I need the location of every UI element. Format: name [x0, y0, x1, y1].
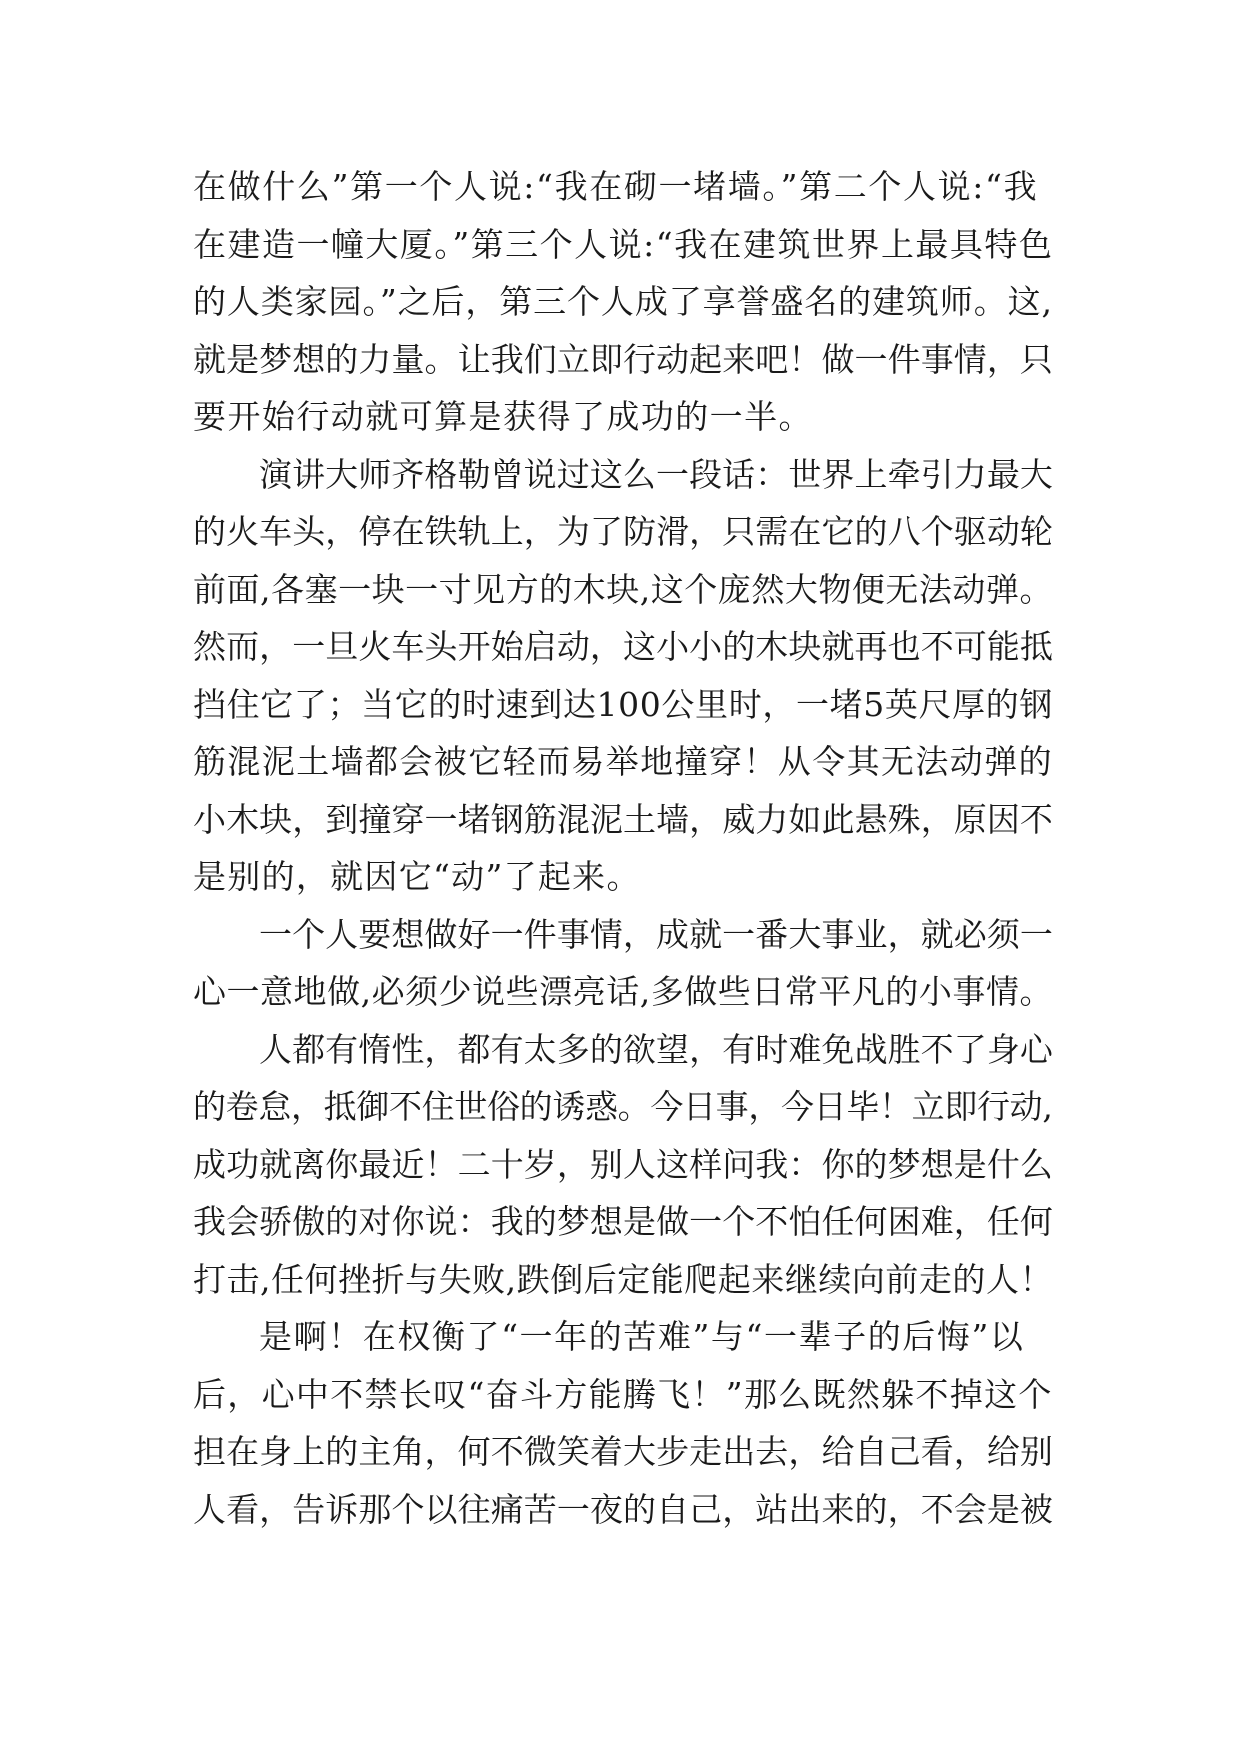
text-line: 挡住它了；当它的时速到达100公里时，一堵5英尺厚的钢 [193, 684, 1053, 724]
text-line: 成功就离你最近！二十岁，别人这样问我：你的梦想是什么 [193, 1144, 1053, 1184]
text-line: 筋混泥土墙都会被它轻而易举地撞穿！从令其无法动弹的 [193, 742, 1053, 781]
document-body-text [193, 158, 1063, 1538]
text-line: 小木块，到撞穿一堵钢筋混泥土墙，威力如此悬殊，原因不 [193, 799, 1053, 839]
text-line: 就是梦想的力量。让我们立即行动起来吧！做一件事情，只 [193, 339, 1053, 379]
text-line: 要开始行动就可算是获得了成功的一半。 [193, 397, 813, 436]
text-line: 后，心中不禁长叹“奋斗方能腾飞！”那么既然躲不掉这个 [193, 1374, 1053, 1414]
text-line: 然而，一旦火车头开始启动，这小小的木块就再也不可能抵 [193, 627, 1053, 666]
text-line: 人看，告诉那个以往痛苦一夜的自己，站出来的，不会是被 [193, 1489, 1053, 1529]
text-line: 的火车头，停在铁轨上，为了防滑，只需在它的八个驱动轮 [193, 512, 1053, 551]
text-line: 担在身上的主角，何不微笑着大步走出去，给自己看，给别 [193, 1432, 1053, 1471]
text-line: 人都有惰性，都有太多的欲望，有时难免战胜不了身心 [259, 1029, 1053, 1069]
text-line: 演讲大师齐格勒曾说过这么一段话：世界上牵引力最大 [259, 454, 1053, 494]
text-line: 前面,各塞一块一寸见方的木块,这个庞然大物便无法动弹。 [193, 569, 1053, 609]
text-line: 心一意地做,必须少说些漂亮话,多做些日常平凡的小事情。 [193, 972, 1053, 1011]
text-line: 是别的，就因它“动”了起来。 [193, 857, 641, 896]
text-line: 打击,任何挫折与失败,跌倒后定能爬起来继续向前走的人！ [193, 1259, 1053, 1299]
text-line: 我会骄傲的对你说：我的梦想是做一个不怕任何困难，任何 [193, 1202, 1053, 1241]
text-line: 在建造一幢大厦。”第三个人说:“我在建筑世界上最具特色 [193, 224, 1054, 264]
text-line: 一个人要想做好一件事情，成就一番大事业，就必须一 [259, 914, 1053, 954]
text-line: 在做什么”第一个人说:“我在砌一堵墙。”第二个人说:“我 [193, 167, 1039, 206]
text-line: 的人类家园。”之后，第三个人成了享誉盛名的建筑师。这, [193, 282, 1053, 321]
text-line: 是啊！在权衡了“一年的苦难”与“一辈子的后悔”以 [259, 1317, 1025, 1356]
text-line: 的卷怠，抵御不住世俗的诱惑。今日事，今日毕！立即行动, [193, 1087, 1053, 1126]
